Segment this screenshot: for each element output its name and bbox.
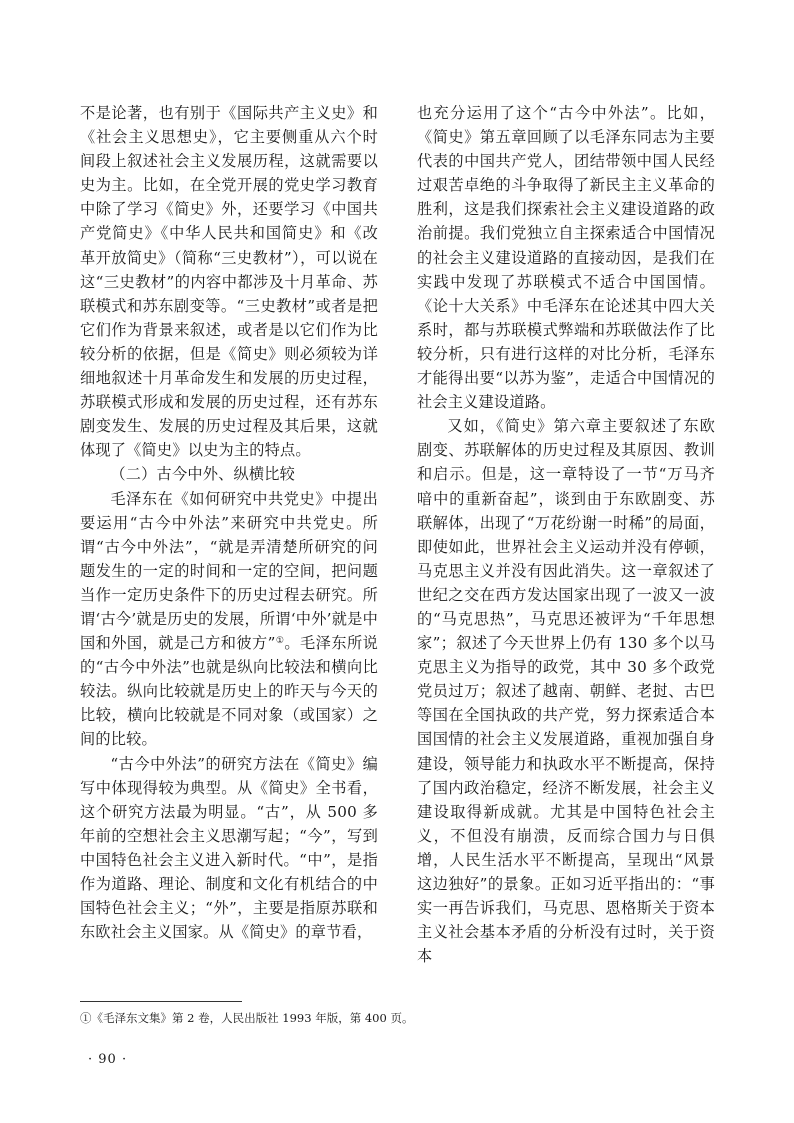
left-paragraph-2-text: 毛泽东在《如何研究中共党史》中提出要运用“古今中外法”来研究中共党史。所谓“古今中外法”，“就是弄清楚所研究的问题发生的一定的时间和一定的空间，把问题当作一定历史条件下的历史过程去研究。所谓‘古今’就是历史的发展，所谓‘中外’就是中国和外国，就是己方和彼方” — [80, 489, 378, 653]
right-paragraph-2: 又如，《简史》第六章主要叙述了东欧剧变、苏联解体的历史过程及其原因、教训和启示。但是，这一章特设了一节“万马齐喑中的重新奋起”，谈到由于东欧剧变、苏联解体，出现了“万花纷谢一时稀”的局面，即使如此，世界社会主义运动并没有停顿，马克思主义并没有因此消失。这一章叙述了世纪之交在西方发达国家出现了一波又一波的“马克思热”，马克思还被评为“千年思想家”；叙述了今天世界上仍有 130 多个以马克思主义为指导的政党，其中 30 多个政党党员过万；叙述了越南、朝鲜、老挝、古巴等国在全国执政的共产党，努力探索适合本国国情的社会主义发展道路，重视加强自身建设，领导能力和执政水平不断提高，保持了国内政治稳定，经济不断发展，社会主义建设取得新成就。尤其是中国特色社会主义，不但没有崩溃，反而综合国力与日俱增，人民生活水平不断提高，呈现出“风景这边独好”的景象。正如习近平指出的：“事实一再告诉我们，马克思、恩格斯关于资本主义社会基本矛盾的分析没有过时，关于资本 — [417, 417, 715, 966]
section-subheading: （二）古今中外、纵横比较 — [110, 465, 296, 484]
left-paragraph-2-tail: 。毛泽东所说的“古今中外法”也就是纵向比较法和横向比较法。纵向比较就是历史上的昨天与今天的比较，横向比较就是不同对象（或国家）之间的比较。 — [80, 634, 378, 749]
footnote: ①《毛泽东文集》第 2 卷，人民出版社 1993 年版，第 400 页。 — [80, 1011, 414, 1025]
left-paragraph-2 — [80, 487, 378, 752]
left-paragraph-3: “古今中外法”的研究方法在《简史》编写中体现得较为典型。从《简史》全书看，这个研究方法最为明显。“古”，从 500 多年前的空想社会主义思潮写起；“今”，写到中国特色社会主义进入新时代。“中”，是指作为道路、理论、制度和文化有机结合的中国特色社会主义；“外”，主要是指原苏联和东欧社会主义国家。从《简史》的章节看， — [80, 754, 378, 942]
page-number: · 90 · — [88, 1052, 128, 1067]
left-paragraph-1: 不是论著，也有别于《国际共产主义史》和《社会主义思想史》，它主要侧重从六个时间段上叙述社会主义发展历程，这就需要以史为主。比如，在全党开展的党史学习教育中除了学习《简史》外，还要学习《中国共产党简史》《中华人民共和国简史》和《改革开放简史》（简称“三史教材”），可以说在这“三史教材”的内容中都涉及十月革命、苏联模式和苏东剧变等。“三史教材”或者是把它们作为背景来叙述，或者是以它们作为比较分析的依据，但是《简史》则必须较为详细地叙述十月革命发生和发展的历史过程，苏联模式形成和发展的历史过程，还有苏东剧变发生、发展的历史过程及其后果，这就体现了《简史》以史为主的特点。 — [80, 104, 378, 460]
footnote-marker[interactable]: ① — [275, 636, 285, 647]
right-paragraph-1: 也充分运用了这个“古今中外法”。比如，《简史》第五章回顾了以毛泽东同志为主要代表的中国共产党人，团结带领中国人民经过艰苦卓绝的斗争取得了新民主主义革命的胜利，这是我们探索社会主义建设道路的政治前提。我们党独立自主探索适合中国情况的社会主义建设道路的直接动因，是我们在实践中发现了苏联模式不适合中国国情。《论十大关系》中毛泽东在论述其中四大关系时，都与苏联模式弊端和苏联做法作了比较分析，只有进行这样的对比分析，毛泽东才能得出要“以苏为鉴”，走适合中国情况的社会主义建设道路。 — [417, 104, 715, 412]
footnote-rule — [80, 1001, 242, 1002]
left-column — [80, 101, 378, 944]
right-column — [417, 101, 715, 968]
